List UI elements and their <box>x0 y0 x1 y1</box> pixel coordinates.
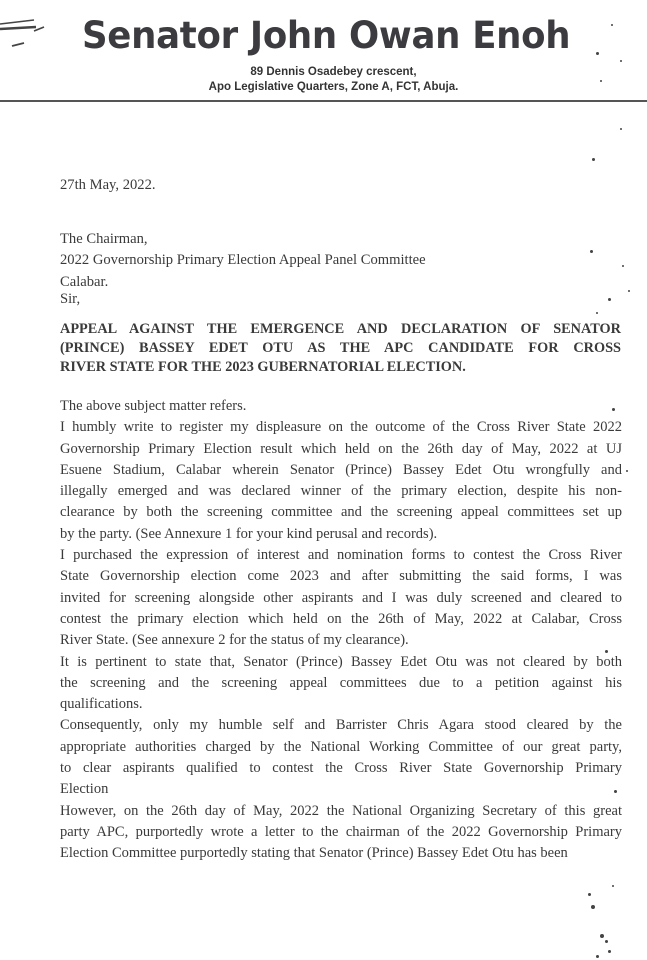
scan-speck <box>611 24 613 26</box>
paragraph-line: qualifications. <box>60 696 143 713</box>
scan-speck <box>600 934 604 938</box>
paragraph-line: invited for screening alongside other aspirants and I was duly screened and cleared to <box>60 589 622 606</box>
paragraph-line: It is pertinent to state that, Senator (Prince) Bassey Edet Otu was not cleared by both <box>60 653 622 670</box>
scan-speck <box>596 52 599 55</box>
salutation: Sir, <box>60 291 81 307</box>
subject-line: RIVER STATE FOR THE 2023 GUBERNATORIAL ELECTION. <box>60 359 466 375</box>
paragraph-line: Consequently, only my humble self and Barrister Chris Agara stood cleared by the <box>60 717 622 734</box>
paragraph-line: Election Committee purportedly stating that Senator (Prince) Bassey Edet Otu has been <box>60 845 568 862</box>
scan-speck <box>622 265 624 267</box>
letterhead-divider <box>0 100 647 102</box>
body-paragraph <box>60 652 622 716</box>
scan-speck <box>605 650 608 653</box>
scan-speck <box>605 940 608 943</box>
pen-stroke-mark <box>0 18 46 52</box>
scan-speck <box>596 312 598 314</box>
letter-date: 27th May, 2022. <box>60 177 156 193</box>
paragraph-line: The above subject matter refers. <box>60 398 247 414</box>
letterhead-name: Senator John Owan Enoh <box>82 14 571 57</box>
scan-speck <box>600 80 602 82</box>
paragraph-line: to clear aspirants qualified to contest the Cross River State Governorship Primary <box>60 760 622 777</box>
subject-heading <box>60 320 621 377</box>
scan-speck <box>590 250 593 253</box>
letter-body <box>60 396 622 865</box>
scan-speck <box>612 885 614 887</box>
paragraph-line: appropriate authorities charged by the National Working Committee of our great party, <box>60 738 622 755</box>
paragraph-line: River State. (See annexure 2 for the status of my clearance). <box>60 632 409 649</box>
paragraph-line: However, on the 26th day of May, 2022 the National Organizing Secretary of this great <box>60 802 622 819</box>
scan-speck <box>588 893 591 896</box>
scan-speck <box>591 905 595 909</box>
addressee-line: 2022 Governorship Primary Election Appeal Panel Committee <box>60 252 426 269</box>
scan-speck <box>596 955 599 958</box>
body-paragraph <box>60 396 622 417</box>
paragraph-line: by the party. (See Annexure 1 for your kind perusal and records). <box>60 525 438 542</box>
scan-speck <box>592 158 595 161</box>
scan-speck <box>614 790 617 793</box>
addressee-line: The Chairman, <box>60 231 148 247</box>
scan-speck <box>620 60 622 62</box>
paragraph-line: I purchased the expression of interest and nomination forms to contest the Cross River <box>60 547 622 564</box>
body-paragraph <box>60 801 622 865</box>
letterhead-address-line-1: 89 Dennis Osadebey crescent, <box>250 66 417 78</box>
scan-speck <box>608 950 611 953</box>
paragraph-line: the screening and the screening appeal committees due to a petition against his <box>60 674 622 691</box>
paragraph-line: Governorship Primary Election result which held on the 26th day of May, 2022 at UJ <box>60 440 622 457</box>
paragraph-line: Esuene Stadium, Calabar wherein Senator (Prince) Bassey Edet Otu wrongfully and <box>60 461 622 478</box>
subject-line: (PRINCE) BASSEY EDET OTU AS THE APC CANDIDATE FOR CROSS <box>60 340 621 356</box>
paragraph-line: Election <box>60 781 109 798</box>
paragraph-line: party APC, purportedly wrote a letter to the chairman of the 2022 Governorship Primary <box>60 823 622 840</box>
body-paragraph <box>60 545 622 651</box>
paragraph-line: State Governorship election come 2023 and after submitting the said forms, I was <box>60 568 622 585</box>
paragraph-line: illegally emerged and was declared winner of the primary election, despite his non- <box>60 483 622 500</box>
paragraph-line: clearance by both the screening committee and the screening appeal committees set up <box>60 504 622 521</box>
scan-speck <box>620 128 622 130</box>
paragraph-line: I humbly write to register my displeasure on the outcome of the Cross River State 2022 <box>60 419 622 436</box>
subject-line: APPEAL AGAINST THE EMERGENCE AND DECLARATION OF SENATOR <box>60 321 621 337</box>
scan-speck <box>626 470 628 472</box>
addressee-block <box>60 229 426 293</box>
paragraph-line: contest the primary election which held on the 26th of May, 2022 at Calabar, Cross <box>60 610 622 627</box>
scan-speck <box>612 408 615 411</box>
body-paragraph <box>60 715 622 800</box>
scan-speck <box>628 290 630 292</box>
addressee-line: Calabar. <box>60 273 109 290</box>
body-paragraph <box>60 417 622 545</box>
letterhead-address-line-2: Apo Legislative Quarters, Zone A, FCT, Abuja. <box>208 81 459 93</box>
scan-speck <box>608 298 611 301</box>
